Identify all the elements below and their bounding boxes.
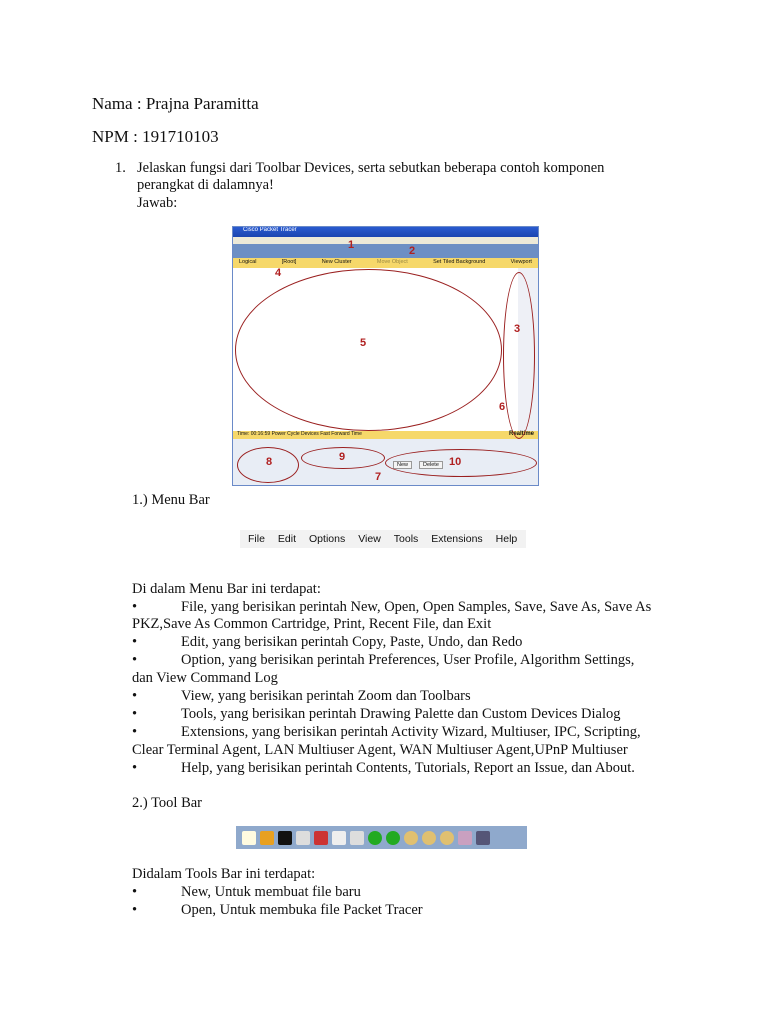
time-label: Time: 00:16:59 [237,431,271,437]
bullet: • [132,706,138,722]
logical-tab: Logical [239,259,257,265]
list-item: Open, Untuk membuka file Packet Tracer [181,902,423,918]
bullet: • [132,599,138,615]
title-bar: Cisco Packet Tracer [233,227,538,237]
packet-tracer-screenshot [232,226,539,486]
label-10: 10 [449,456,462,468]
save-icon [278,831,292,845]
list-item: File, yang berisikan perintah New, Open, Open Samples, Save, Save As, Save As [181,599,652,615]
print-icon [296,831,310,845]
bullet: • [132,634,138,650]
section2-intro: Didalam Tools Bar ini terdapat: [132,866,316,882]
new-cluster: New Cluster [321,259,352,265]
label-1: 1 [348,239,355,251]
root-label: [Root] [281,259,297,265]
label-5: 5 [360,337,367,349]
new-scenario-button: New [393,461,412,469]
custom-devices-icon [476,831,490,845]
npm-line: NPM : 191710103 [92,127,219,146]
section1-intro: Di dalam Menu Bar ini terdapat: [132,581,321,597]
tools-oval [503,272,535,439]
menu-extensions: Extensions [431,533,483,545]
bullet: • [132,902,138,918]
menu-options: Options [309,533,346,545]
label-3: 3 [514,323,521,335]
label-2: 2 [409,245,416,257]
new-file-icon [242,831,256,845]
menu-help: Help [495,533,518,545]
answer-label: Jawab: [137,195,178,211]
list-item: Edit, yang berisikan perintah Copy, Paste, Undo, dan Redo [181,634,523,650]
toolbar-image [236,826,527,849]
question-line: Jelaskan fungsi dari Toolbar Devices, serta sebutkan beberapa contoh komponen [137,160,605,176]
palette-icon [458,831,472,845]
list-item: Option, yang berisikan perintah Preferences, User Profile, Algorithm Settings, [181,652,635,668]
list-item: View, yang berisikan perintah Zoom dan Toolbars [181,688,471,704]
label-4: 4 [275,267,282,279]
zoom-in-icon [404,831,418,845]
undo-icon [368,831,382,845]
label-6: 6 [499,401,506,413]
list-item: Tools, yang berisikan perintah Drawing Palette dan Custom Devices Dialog [181,706,621,722]
bullet: • [132,884,138,900]
workspace-oval [235,269,502,431]
menu-tools: Tools [393,533,419,545]
label-8: 8 [266,456,273,468]
move-object: Move Object [376,259,408,265]
redo-icon [386,831,400,845]
section2-title: 2.) Tool Bar [132,795,203,811]
question-number: 1. [115,160,126,176]
open-folder-icon [260,831,274,845]
copy-icon [332,831,346,845]
menu-view: View [358,533,381,545]
label-9: 9 [339,451,346,463]
question-line: perangkat di dalamnya! [137,177,274,193]
menu-bar-image [240,530,526,548]
realtime-label: Realtime [508,431,534,437]
list-item-cont: dan View Command Log [132,670,278,686]
paste-icon [350,831,364,845]
activity-wizard-icon [314,831,328,845]
toolbar-strip [233,244,538,258]
zoom-reset-icon [422,831,436,845]
bullet: • [132,688,138,704]
list-item-cont: Clear Terminal Agent, LAN Multiuser Agent, WAN Multiuser Agent,UPnP Multiuser [132,742,628,758]
list-item-cont: PKZ,Save As Common Cartridge, Print, Recent File, dan Exit [132,616,492,632]
name-line: Nama : Prajna Paramitta [92,94,259,113]
list-item: Extensions, yang berisikan perintah Activity Wizard, Multiuser, IPC, Scripting, [181,724,641,740]
bullet: • [132,724,138,740]
label-7: 7 [375,471,382,483]
set-bg: Set Tiled Background [433,259,486,265]
bullet: • [132,652,138,668]
section1-title: 1.) Menu Bar [132,492,210,508]
power-label: Power Cycle Devices Fast Forward Time [271,431,362,437]
bullet: • [132,760,138,776]
list-item: Help, yang berisikan perintah Contents, Tutorials, Report an Issue, dan About. [181,760,635,776]
menu-strip [233,237,538,244]
viewport: Viewport [510,259,532,265]
delete-scenario-button: Delete [419,461,443,469]
zoom-out-icon [440,831,454,845]
realtime-bar [233,431,538,439]
menu-file: File [248,533,265,545]
menu-edit: Edit [277,533,297,545]
list-item: New, Untuk membuat file baru [181,884,361,900]
